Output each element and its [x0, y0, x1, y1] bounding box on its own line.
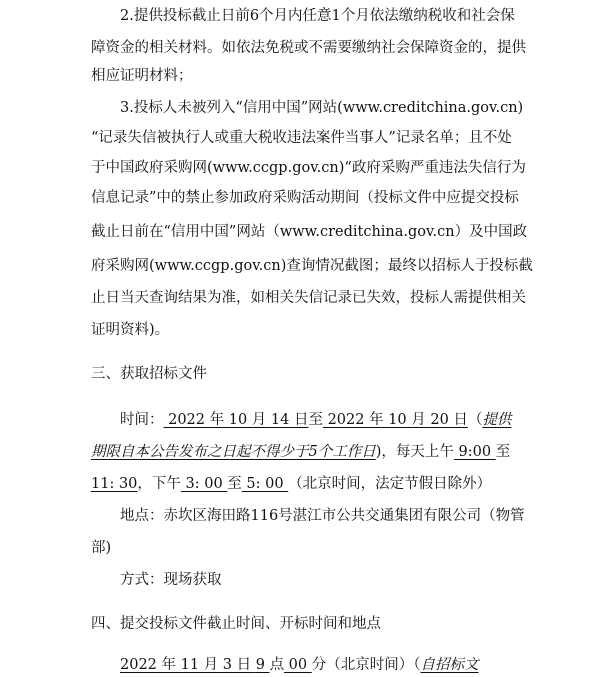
- paren-open: （: [467, 412, 483, 428]
- pm-label: ，下午: [137, 476, 181, 492]
- item3-line-3: 于中国政府采购网(www.ccgp.gov.cn)“政府采购严重违法失信行为: [91, 160, 526, 176]
- item3-line-7: 止日当天查询结果为准，如相关失信记录已失效，投标人需提供相关: [91, 290, 526, 306]
- deadline-date: 2022 年 11 月 3 日: [120, 657, 256, 673]
- deadline-min: 00: [284, 657, 312, 673]
- method-line: 方式：现场获取: [120, 572, 222, 588]
- am-end: 11: 30: [91, 476, 138, 492]
- section4-heading: 四、提交投标文件截止时间、开标时间和地点: [91, 616, 381, 632]
- time-line-2: [91, 442, 510, 462]
- deadline-note: 自招标文: [420, 657, 479, 673]
- item3-line-4: 信息记录”中的禁止参加政府采购活动期间（投标文件中应提交投标: [91, 190, 519, 206]
- period-note-part2: 期限自本公告发布之日起不得少于5个工作日: [91, 444, 376, 460]
- time-note: （北京时间，法定节假日除外）: [288, 476, 492, 492]
- to-text-3: 至: [227, 476, 242, 492]
- time-label: 时间：: [120, 412, 164, 428]
- daily-am-label: )，每天上午: [375, 444, 454, 460]
- deadline-hour: 9: [255, 657, 270, 673]
- to-text-2: 至: [495, 444, 511, 460]
- location-line-2: 部): [91, 540, 112, 556]
- pm-start: 3: 00: [180, 476, 228, 492]
- deadline-line: [120, 655, 479, 675]
- location-line-1: 地点：赤坎区海田路116号湛江市公共交通集团有限公司（物管: [120, 508, 525, 524]
- fen-text: 分: [311, 657, 327, 673]
- beijing-text: （北京时间）（: [326, 657, 421, 673]
- item3-line-1: 3.投标人未被列入“信用中国”网站(www.creditchina.gov.cn): [120, 100, 524, 116]
- am-start: 9:00: [453, 444, 496, 460]
- item3-line-2: “记录失信被执行人或重大税收违法案件当事人”记录名单；且不处: [91, 130, 512, 146]
- start-date: 2022 年 10 月 14 日: [163, 412, 309, 428]
- item2-line-2: 障资金的相关材料。如依法免税或不需要缴纳社会保障资金的，提供: [91, 40, 526, 56]
- time-line-1: [120, 410, 511, 430]
- period-note-part1: 提供: [482, 412, 512, 428]
- item2-line-1: 2.提供投标截止日前6个月内任意1个月依法缴纳税收和社会保: [120, 8, 515, 24]
- item2-line-3: 相应证明材料；: [91, 68, 193, 84]
- dian-text: 点: [269, 657, 285, 673]
- item3-line-6: 府采购网(www.ccgp.gov.cn)查询情况截图；最终以招标人于投标截: [91, 258, 533, 274]
- item3-line-8: 证明资料)。: [91, 322, 170, 338]
- time-line-3: [91, 474, 491, 494]
- to-text: 至: [308, 412, 323, 428]
- section3-heading: 三、获取招标文件: [91, 366, 207, 382]
- pm-end: 5: 00: [241, 476, 289, 492]
- item3-line-5: 截止日前在“信用中国”网站（www.creditchina.gov.cn）及中国政: [91, 224, 528, 240]
- end-date: 2022 年 10 月 20 日: [322, 412, 468, 428]
